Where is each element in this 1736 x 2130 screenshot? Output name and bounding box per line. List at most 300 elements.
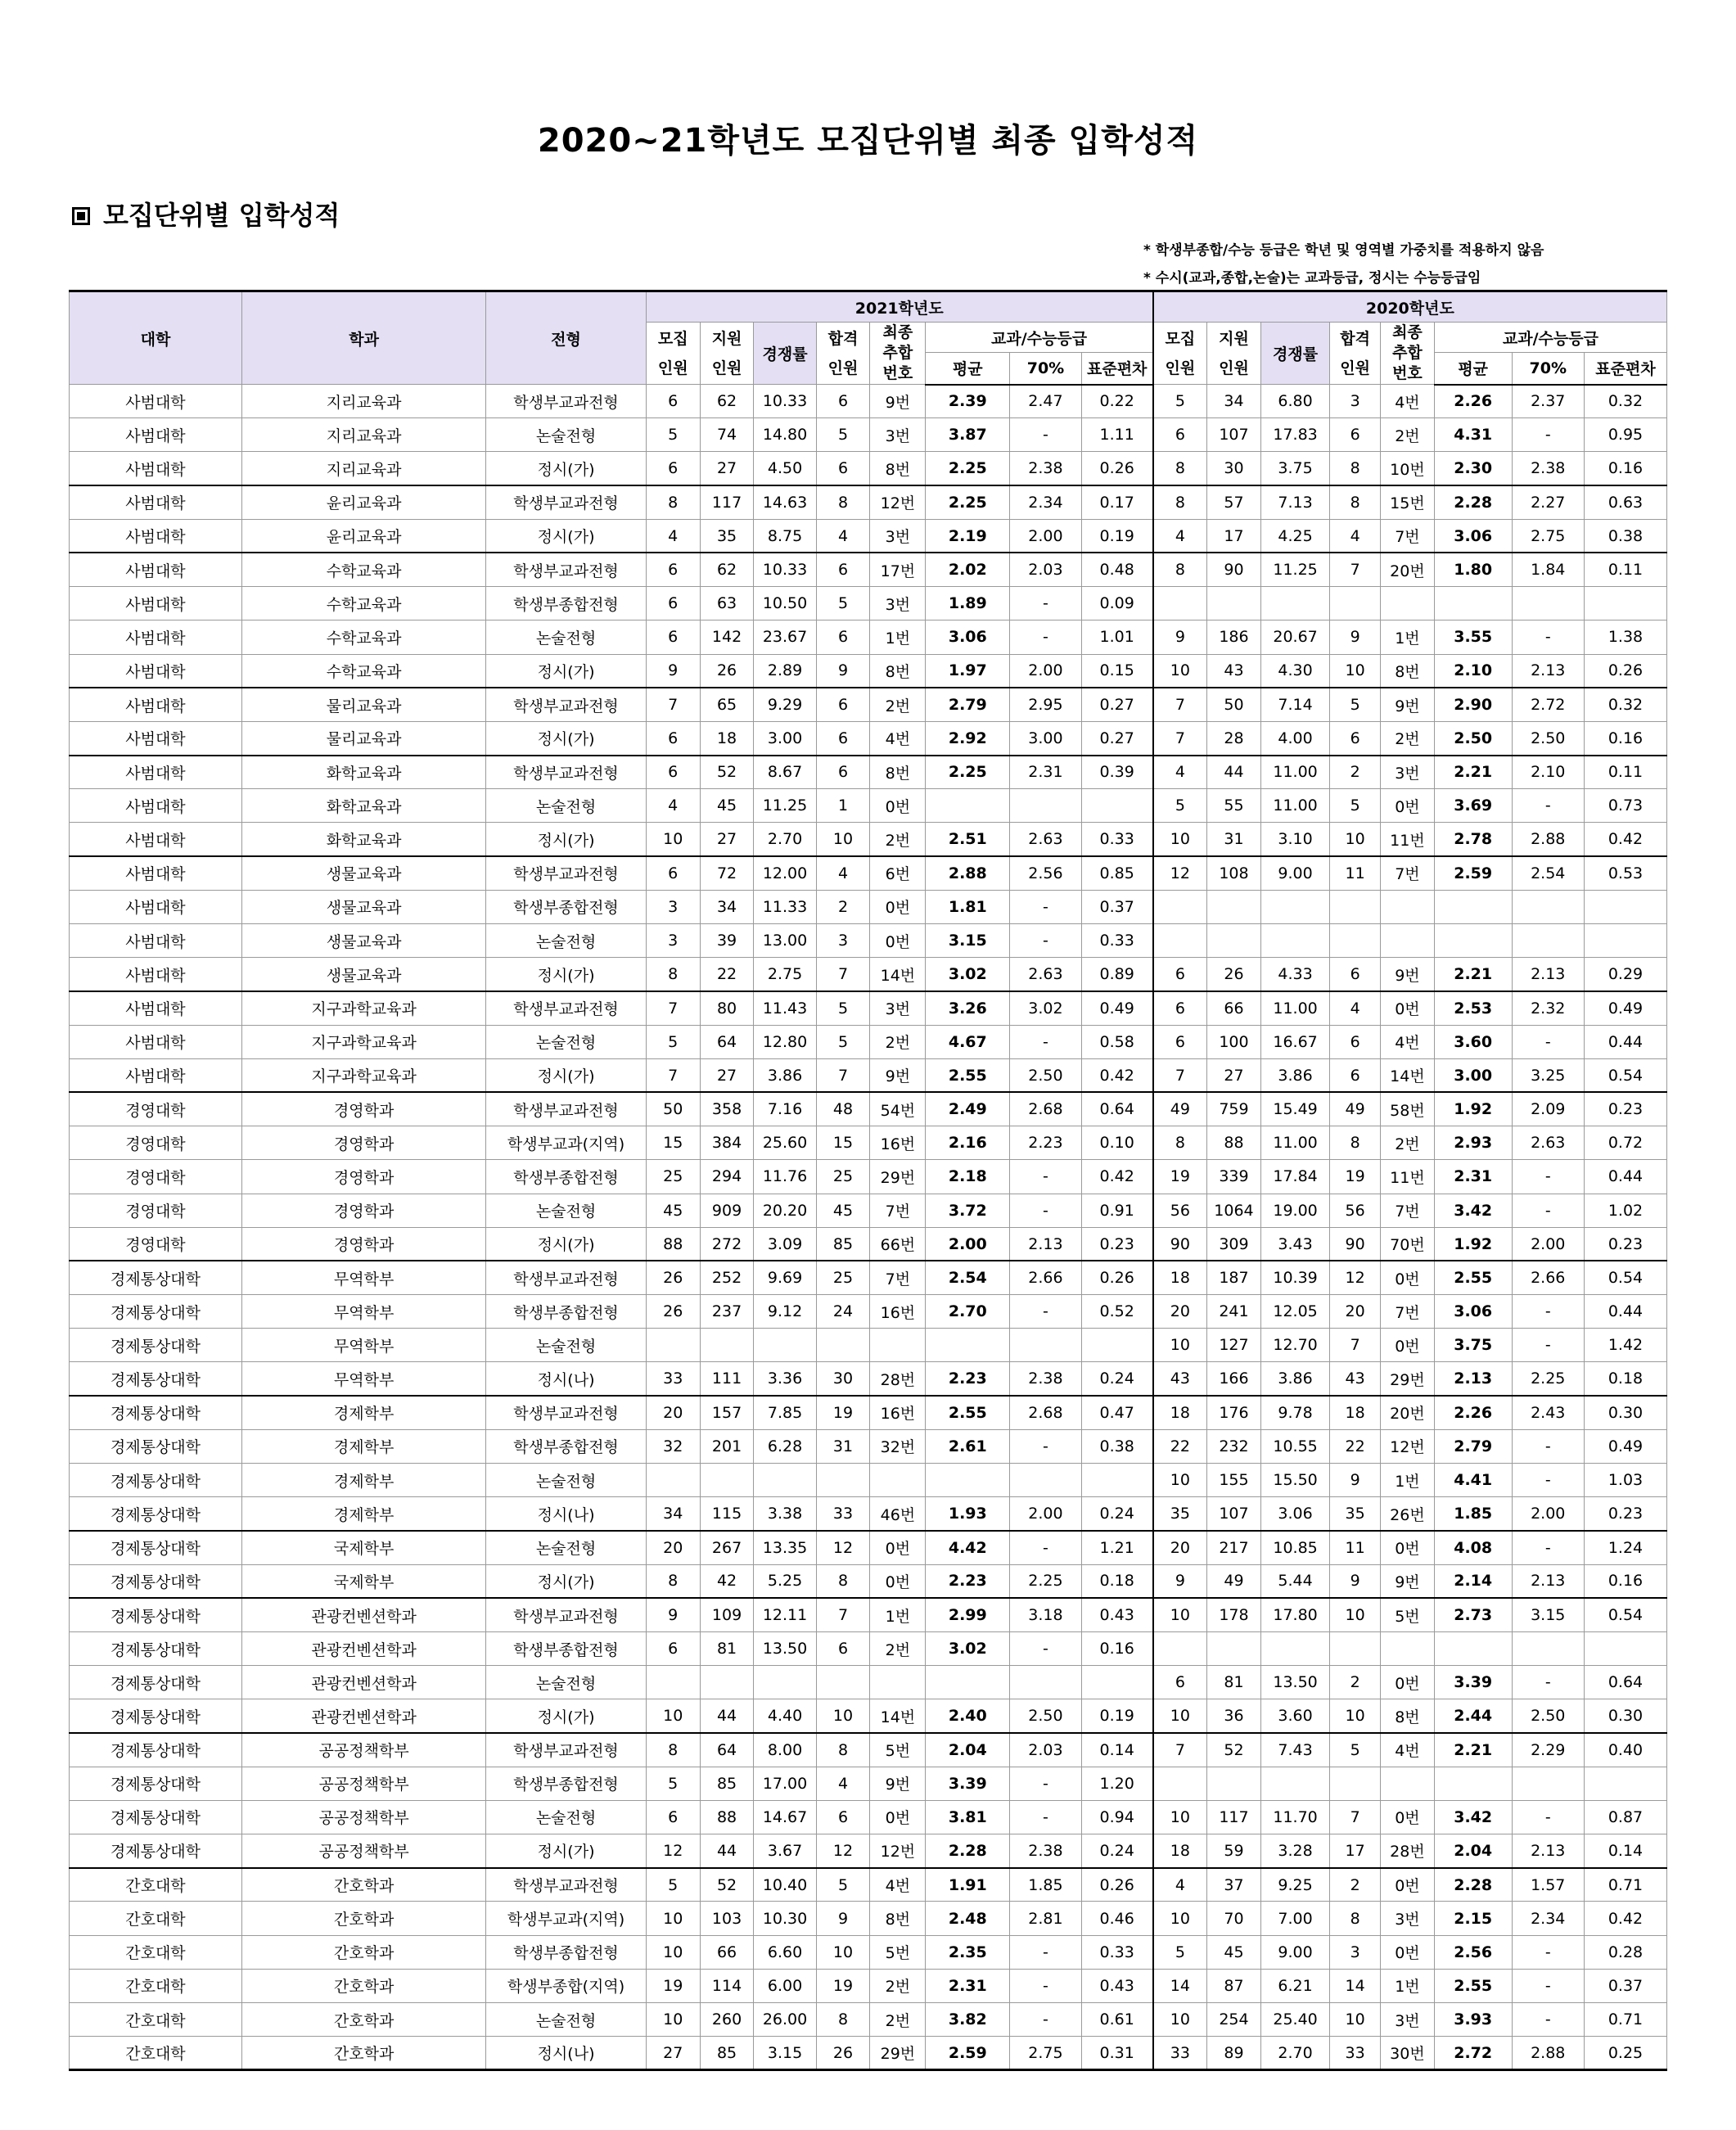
cell-apply-2020: 108 [1207,856,1261,890]
cell-ratio-2021: 8.75 [754,519,816,553]
cell-avg-2020: 2.21 [1434,958,1512,991]
table-row [70,958,1667,991]
cell-dept: 무역학부 [241,1329,485,1362]
table-row [70,1935,1667,1969]
cell-apply-2021: 81 [700,1631,754,1665]
cell-p70-2021: - [1010,924,1081,958]
cell-final-2021: 29번 [870,1160,926,1194]
cell-recruit-2021: 6 [646,553,700,586]
cell-avg-2021: 2.19 [926,519,1010,553]
cell-p70-2020: 2.50 [1512,1699,1584,1733]
cell-dept: 관광컨벤션학과 [241,1598,485,1631]
cell-sd-2021: 0.27 [1081,721,1153,755]
cell-p70-2021: 2.00 [1010,654,1081,688]
cell-final-2021: 0번 [870,1531,926,1564]
cell-sd-2021 [1081,1666,1153,1699]
cell-ratio-2020: 11.00 [1260,789,1329,823]
cell-pass-2021: 85 [816,1227,870,1261]
cell-pass-2021: 2 [816,890,870,923]
cell-sd-2021: 0.24 [1081,1834,1153,1868]
cell-ratio-2020: 3.60 [1260,1699,1329,1733]
cell-final-2021: 9번 [870,1058,926,1092]
cell-apply-2020: 31 [1207,823,1261,856]
cell-p70-2020: - [1512,789,1584,823]
cell-recruit-2021: 6 [646,1800,700,1834]
cell-sd-2021: 1.01 [1081,620,1153,654]
cell-apply-2021 [700,1464,754,1497]
cell-avg-2020: 3.42 [1434,1800,1512,1834]
cell-apply-2020: 339 [1207,1160,1261,1194]
cell-pass-2021: 7 [816,1598,870,1631]
table-row [70,1396,1667,1429]
cell-apply-2021: 115 [700,1497,754,1531]
cell-sd-2020: 0.30 [1584,1396,1666,1429]
cell-apply-2021: 42 [700,1564,754,1598]
cell-recruit-2021: 8 [646,1733,700,1767]
cell-sd-2020: 0.28 [1584,1935,1666,1969]
cell-avg-2021: 2.70 [926,1295,1010,1329]
cell-apply-2021: 72 [700,856,754,890]
cell-pass-2021: 8 [816,1733,870,1767]
cell-sd-2021 [1081,1464,1153,1497]
cell-dept: 공공정책학부 [241,1834,485,1868]
cell-sd-2020: 0.49 [1584,1429,1666,1463]
cell-dept: 수학교육과 [241,553,485,586]
cell-sd-2021: 0.16 [1081,1631,1153,1665]
cell-sd-2021: 0.38 [1081,1429,1153,1463]
cell-sd-2020: 0.95 [1584,418,1666,452]
cell-ratio-2021: 11.76 [754,1160,816,1194]
cell-recruit-2020: 8 [1153,553,1207,586]
cell-p70-2021: - [1010,1194,1081,1227]
cell-sd-2021: 0.48 [1081,553,1153,586]
cell-apply-2021: 111 [700,1362,754,1396]
header-avg-2020: 평균 [1434,353,1512,385]
cell-ratio-2020: 3.43 [1260,1227,1329,1261]
cell-avg-2021: 3.15 [926,924,1010,958]
cell-avg-2020: 2.50 [1434,721,1512,755]
cell-type: 논술전형 [486,2003,646,2037]
cell-ratio-2021: 11.43 [754,991,816,1025]
cell-p70-2021: 2.75 [1010,2037,1081,2070]
cell-recruit-2020: 22 [1153,1429,1207,1463]
cell-college: 사범대학 [70,823,242,856]
cell-type: 학생부교과전형 [486,1868,646,1902]
cell-p70-2020: 3.15 [1512,1598,1584,1631]
cell-pass-2021: 19 [816,1396,870,1429]
cell-apply-2021: 85 [700,2037,754,2070]
cell-pass-2021: 7 [816,958,870,991]
cell-pass-2021: 5 [816,991,870,1025]
cell-type: 학생부종합전형 [486,1935,646,1969]
cell-pass-2020: 9 [1330,1564,1381,1598]
cell-sd-2021: 0.17 [1081,485,1153,519]
cell-final-2021: 54번 [870,1092,926,1126]
cell-avg-2021: 2.40 [926,1699,1010,1733]
cell-pass-2021: 30 [816,1362,870,1396]
cell-avg-2021: 2.79 [926,688,1010,721]
cell-p70-2020: 2.32 [1512,991,1584,1025]
cell-apply-2020: 30 [1207,452,1261,485]
cell-avg-2020: 2.78 [1434,823,1512,856]
cell-final-2020: 0번 [1381,1261,1435,1294]
cell-avg-2020: 2.21 [1434,1733,1512,1767]
cell-pass-2021: 1 [816,789,870,823]
cell-dept: 생물교육과 [241,958,485,991]
cell-ratio-2020: 4.30 [1260,654,1329,688]
cell-sd-2020: 0.14 [1584,1834,1666,1868]
cell-recruit-2021: 7 [646,1058,700,1092]
cell-pass-2021: 26 [816,2037,870,2070]
cell-final-2021: 1번 [870,1598,926,1631]
cell-avg-2020: 2.28 [1434,485,1512,519]
cell-apply-2021 [700,1666,754,1699]
cell-pass-2021: 12 [816,1834,870,1868]
cell-type: 논술전형 [486,789,646,823]
cell-ratio-2021: 12.80 [754,1025,816,1058]
cell-avg-2020: 2.10 [1434,654,1512,688]
cell-apply-2021: 294 [700,1160,754,1194]
cell-p70-2021: 1.85 [1010,1868,1081,1902]
cell-college: 경제통상대학 [70,1261,242,1294]
cell-final-2021: 9번 [870,1767,926,1800]
cell-recruit-2021: 15 [646,1126,700,1160]
cell-sd-2020 [1584,890,1666,923]
cell-p70-2021: 2.38 [1010,1834,1081,1868]
cell-p70-2021 [1010,1464,1081,1497]
cell-recruit-2020: 7 [1153,721,1207,755]
cell-apply-2021: 80 [700,991,754,1025]
cell-final-2021: 0번 [870,890,926,923]
cell-pass-2021: 6 [816,553,870,586]
cell-p70-2021: 2.34 [1010,485,1081,519]
cell-recruit-2021: 9 [646,1598,700,1631]
cell-avg-2020: 3.75 [1434,1329,1512,1362]
cell-pass-2021: 6 [816,721,870,755]
cell-recruit-2021: 10 [646,2003,700,2037]
table-row [70,1834,1667,1868]
cell-p70-2020: 2.13 [1512,958,1584,991]
cell-recruit-2021: 19 [646,1969,700,2002]
note-grade-weighting: * 학생부종합/수능 등급은 학년 및 영역별 가중치를 적용하지 않음 [1143,242,1544,259]
cell-final-2021: 8번 [870,1902,926,1935]
cell-p70-2021: 2.03 [1010,553,1081,586]
cell-dept: 공공정책학부 [241,1733,485,1767]
cell-sd-2021: 0.33 [1081,1935,1153,1969]
cell-type: 정시(나) [486,1362,646,1396]
cell-ratio-2020: 13.50 [1260,1666,1329,1699]
cell-sd-2020: 0.23 [1584,1227,1666,1261]
cell-apply-2020 [1207,1631,1261,1665]
cell-recruit-2020: 10 [1153,1329,1207,1362]
cell-ratio-2020: 6.21 [1260,1969,1329,2002]
cell-pass-2020: 6 [1330,1058,1381,1092]
cell-recruit-2020: 6 [1153,1666,1207,1699]
cell-dept: 경영학과 [241,1126,485,1160]
cell-apply-2021: 260 [700,2003,754,2037]
cell-p70-2020: 2.72 [1512,688,1584,721]
results-body [70,385,1667,2070]
cell-dept: 간호학과 [241,1969,485,2002]
cell-pass-2020: 11 [1330,856,1381,890]
cell-apply-2021: 85 [700,1767,754,1800]
cell-apply-2021: 63 [700,587,754,620]
cell-avg-2020: 2.31 [1434,1160,1512,1194]
cell-p70-2021: - [1010,587,1081,620]
cell-ratio-2021: 6.60 [754,1935,816,1969]
cell-ratio-2020: 9.25 [1260,1868,1329,1902]
cell-college: 간호대학 [70,2003,242,2037]
cell-apply-2020: 187 [1207,1261,1261,1294]
cell-final-2020 [1381,924,1435,958]
header-recruit-2021: 모집 인원 [646,323,700,385]
cell-avg-2020: 2.04 [1434,1834,1512,1868]
cell-recruit-2020: 5 [1153,789,1207,823]
cell-sd-2021: 0.37 [1081,890,1153,923]
cell-ratio-2021: 13.50 [754,1631,816,1665]
cell-pass-2021: 6 [816,756,870,789]
cell-p70-2020: 2.63 [1512,1126,1584,1160]
cell-apply-2021: 252 [700,1261,754,1294]
cell-type: 학생부종합(지역) [486,1969,646,2002]
cell-pass-2021: 4 [816,1767,870,1800]
cell-sd-2020: 0.16 [1584,1564,1666,1598]
cell-ratio-2020: 19.00 [1260,1194,1329,1227]
cell-sd-2020: 0.37 [1584,1969,1666,2002]
cell-college: 사범대학 [70,958,242,991]
cell-apply-2020: 309 [1207,1227,1261,1261]
table-row [70,1531,1667,1564]
cell-pass-2020: 10 [1330,2003,1381,2037]
cell-avg-2021: 1.93 [926,1497,1010,1531]
cell-final-2021: 2번 [870,1631,926,1665]
cell-avg-2021 [926,789,1010,823]
cell-final-2020: 70번 [1381,1227,1435,1261]
cell-final-2021: 32번 [870,1429,926,1463]
cell-final-2021: 17번 [870,553,926,586]
cell-final-2021 [870,1329,926,1362]
cell-type: 논술전형 [486,1025,646,1058]
cell-avg-2020: 3.60 [1434,1025,1512,1058]
cell-avg-2020: 2.90 [1434,688,1512,721]
header-sd-2020: 표준편차 [1584,353,1666,385]
cell-pass-2021: 5 [816,1868,870,1902]
cell-sd-2021: 0.18 [1081,1564,1153,1598]
cell-apply-2021: 27 [700,1058,754,1092]
cell-pass-2021: 6 [816,688,870,721]
cell-apply-2020: 127 [1207,1329,1261,1362]
cell-final-2020: 4번 [1381,1733,1435,1767]
cell-avg-2020: 3.69 [1434,789,1512,823]
cell-dept: 윤리교육과 [241,519,485,553]
cell-pass-2021: 8 [816,2003,870,2037]
cell-college: 사범대학 [70,654,242,688]
cell-p70-2020: 2.37 [1512,385,1584,418]
cell-p70-2021 [1010,789,1081,823]
cell-ratio-2020: 15.50 [1260,1464,1329,1497]
cell-final-2020 [1381,1767,1435,1800]
cell-apply-2021: 64 [700,1025,754,1058]
cell-pass-2021: 12 [816,1531,870,1564]
cell-p70-2021: 2.66 [1010,1261,1081,1294]
admission-results-table [69,290,1667,2071]
cell-recruit-2021: 50 [646,1092,700,1126]
cell-final-2020 [1381,587,1435,620]
cell-pass-2020: 20 [1330,1295,1381,1329]
cell-pass-2020: 49 [1330,1092,1381,1126]
cell-p70-2020: - [1512,1025,1584,1058]
cell-final-2020: 20번 [1381,553,1435,586]
cell-ratio-2020 [1260,1631,1329,1665]
cell-final-2020: 0번 [1381,991,1435,1025]
cell-apply-2020: 155 [1207,1464,1261,1497]
header-p70-2021: 70% [1010,353,1081,385]
cell-apply-2020: 66 [1207,991,1261,1025]
cell-recruit-2021: 5 [646,1025,700,1058]
cell-final-2021: 0번 [870,924,926,958]
cell-recruit-2021: 20 [646,1531,700,1564]
cell-p70-2020 [1512,587,1584,620]
cell-dept: 물리교육과 [241,721,485,755]
cell-college: 경제통상대학 [70,1429,242,1463]
cell-sd-2021: 0.33 [1081,823,1153,856]
cell-pass-2021: 8 [816,1564,870,1598]
header-apply-2020: 지원 인원 [1207,323,1261,385]
cell-pass-2020: 14 [1330,1969,1381,2002]
cell-p70-2020: 2.50 [1512,721,1584,755]
cell-recruit-2020: 18 [1153,1261,1207,1294]
cell-p70-2020: 2.29 [1512,1733,1584,1767]
cell-avg-2021: 2.99 [926,1598,1010,1631]
cell-p70-2021: - [1010,2003,1081,2037]
cell-type: 학생부교과전형 [486,553,646,586]
cell-apply-2020: 107 [1207,1497,1261,1531]
cell-avg-2021: 3.06 [926,620,1010,654]
cell-recruit-2020: 5 [1153,1935,1207,1969]
cell-pass-2020: 2 [1330,1666,1381,1699]
cell-pass-2021: 5 [816,1025,870,1058]
cell-recruit-2021: 32 [646,1429,700,1463]
cell-apply-2020: 49 [1207,1564,1261,1598]
cell-sd-2020: 0.16 [1584,452,1666,485]
cell-pass-2020: 3 [1330,385,1381,418]
cell-p70-2020 [1512,1631,1584,1665]
cell-pass-2021: 5 [816,418,870,452]
cell-sd-2021: 0.19 [1081,519,1153,553]
cell-avg-2021: 2.55 [926,1058,1010,1092]
cell-recruit-2020: 10 [1153,1464,1207,1497]
cell-p70-2021: 2.38 [1010,452,1081,485]
cell-recruit-2021: 10 [646,1935,700,1969]
cell-pass-2020: 9 [1330,620,1381,654]
cell-apply-2021: 358 [700,1092,754,1126]
cell-dept: 관광컨벤션학과 [241,1631,485,1665]
cell-avg-2021: 2.61 [926,1429,1010,1463]
cell-avg-2020: 2.55 [1434,1261,1512,1294]
table-row [70,1160,1667,1194]
cell-final-2021: 14번 [870,958,926,991]
cell-recruit-2020 [1153,1631,1207,1665]
cell-college: 경제통상대학 [70,1564,242,1598]
table-row [70,587,1667,620]
table-row [70,1429,1667,1463]
cell-sd-2021: 0.19 [1081,1699,1153,1733]
cell-apply-2020: 59 [1207,1834,1261,1868]
cell-sd-2020: 0.32 [1584,688,1666,721]
cell-college: 사범대학 [70,991,242,1025]
cell-final-2020: 0번 [1381,1800,1435,1834]
cell-final-2021: 7번 [870,1194,926,1227]
cell-pass-2020: 4 [1330,519,1381,553]
cell-sd-2021: 0.27 [1081,688,1153,721]
cell-ratio-2021: 12.11 [754,1598,816,1631]
cell-avg-2020 [1434,890,1512,923]
table-row [70,385,1667,418]
cell-avg-2021: 4.67 [926,1025,1010,1058]
cell-avg-2021: 2.02 [926,553,1010,586]
cell-ratio-2021: 2.70 [754,823,816,856]
cell-p70-2021: - [1010,1935,1081,1969]
cell-dept: 경제학부 [241,1429,485,1463]
cell-ratio-2020 [1260,1767,1329,1800]
cell-avg-2020: 4.31 [1434,418,1512,452]
header-ratio-2020: 경쟁률 [1260,323,1329,385]
cell-ratio-2021: 3.86 [754,1058,816,1092]
cell-avg-2020: 2.14 [1434,1564,1512,1598]
cell-recruit-2020: 43 [1153,1362,1207,1396]
cell-pass-2021: 6 [816,1631,870,1665]
cell-dept: 간호학과 [241,2037,485,2070]
cell-sd-2020: 0.42 [1584,1902,1666,1935]
cell-recruit-2020: 8 [1153,452,1207,485]
cell-avg-2021: 2.25 [926,485,1010,519]
cell-ratio-2021: 13.00 [754,924,816,958]
cell-type: 학생부교과(지역) [486,1902,646,1935]
cell-ratio-2021: 9.69 [754,1261,816,1294]
cell-college: 간호대학 [70,1969,242,2002]
table-row [70,1227,1667,1261]
cell-final-2020: 0번 [1381,1329,1435,1362]
cell-college: 사범대학 [70,620,242,654]
cell-recruit-2020: 4 [1153,1868,1207,1902]
cell-ratio-2021: 9.12 [754,1295,816,1329]
cell-pass-2020: 8 [1330,1126,1381,1160]
cell-final-2021: 12번 [870,1834,926,1868]
cell-recruit-2020: 90 [1153,1227,1207,1261]
cell-type: 학생부교과전형 [486,1396,646,1429]
cell-ratio-2021: 9.29 [754,688,816,721]
cell-avg-2021: 1.97 [926,654,1010,688]
cell-final-2020: 4번 [1381,385,1435,418]
cell-sd-2020: 0.73 [1584,789,1666,823]
cell-avg-2021: 3.02 [926,958,1010,991]
cell-p70-2020: 2.13 [1512,1834,1584,1868]
cell-pass-2021: 10 [816,1935,870,1969]
cell-final-2021: 4번 [870,1868,926,1902]
cell-final-2020: 3번 [1381,1902,1435,1935]
cell-apply-2021: 65 [700,688,754,721]
cell-apply-2021: 27 [700,452,754,485]
cell-apply-2020: 89 [1207,2037,1261,2070]
cell-avg-2021: 2.88 [926,856,1010,890]
cell-dept: 경영학과 [241,1227,485,1261]
cell-recruit-2020: 19 [1153,1160,1207,1194]
header-pass-2021: 합격 인원 [816,323,870,385]
cell-apply-2020: 254 [1207,2003,1261,2037]
cell-apply-2021: 52 [700,1868,754,1902]
cell-avg-2020: 3.93 [1434,2003,1512,2037]
cell-pass-2020: 19 [1330,1160,1381,1194]
